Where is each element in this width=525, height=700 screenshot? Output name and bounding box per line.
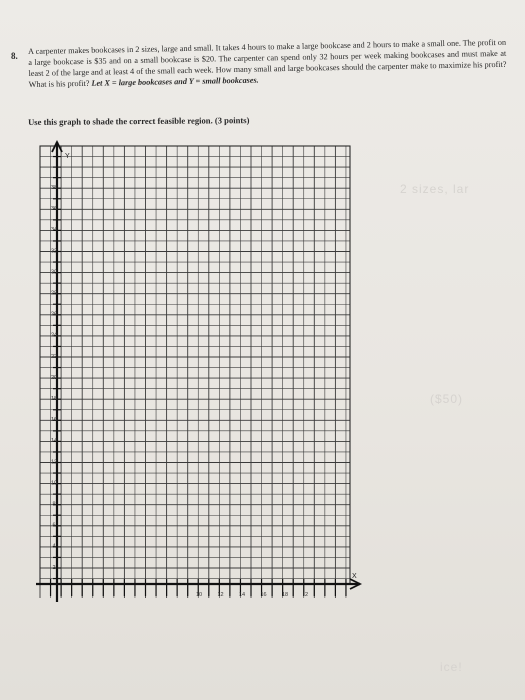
y-tick-label: 20 [50, 374, 58, 381]
x-tick-label: 10 [195, 592, 203, 598]
bleed-through-text-3: ice! [440, 660, 463, 674]
y-tick-label: 16 [50, 417, 58, 424]
let-prefix: Let X = [91, 78, 117, 88]
y-tick-label: 32 [50, 248, 58, 255]
x-axis-letter: X [352, 573, 357, 580]
y-tick-label: 12 [50, 459, 58, 466]
y-tick-label: 22 [50, 353, 58, 360]
y-tick-label: 30 [50, 269, 58, 276]
let-and: and Y = [174, 76, 201, 87]
y-tick-label: 38 [50, 185, 58, 191]
x-tick-label: 2 [304, 592, 309, 598]
x-tick-label: 14 [238, 592, 246, 598]
y-axis-letter: Y [65, 153, 70, 160]
x-tick-label: 16 [260, 592, 267, 598]
instruction-text: Use this graph to shade the correct feasible region. (3 points) [28, 115, 250, 127]
y-tick-label: 6 [52, 522, 56, 529]
grid-lines [40, 146, 350, 598]
y-tick-label: 8 [52, 501, 56, 508]
y-tick-label: 36 [50, 206, 58, 213]
x-tick-label: 12 [217, 592, 224, 598]
y-tick-label: 28 [50, 290, 58, 297]
let-x-definition: large bookcases [118, 77, 173, 88]
y-tick-label: 2 [52, 564, 56, 571]
bleed-through-text-1: 2 sizes, lar [400, 182, 470, 196]
question-number: 8. [11, 51, 18, 61]
y-tick-label: 26 [50, 311, 58, 318]
y-tick-label: 34 [50, 227, 58, 234]
y-tick-label: 14 [50, 438, 58, 445]
y-tick-label: 10 [50, 480, 58, 487]
x-tick-label: 18 [281, 592, 289, 598]
y-tick-label: 4 [52, 543, 56, 550]
problem-text: A carpenter makes bookcases in 2 sizes, large and small. It takes 4 hours to make a large bookcase and 2 hours to make a small one. The profit on a large bookcase is $35 and on a small bookcase is $20. The carpenter can spend only 32 hours per week making bookcases and must make at least 2 of the large and at least 4 of the small each week. How many small and large bookcases should the carpenter make to maximize his profit? What is his profit? [28, 37, 507, 89]
let-y-definition: small bookcases. [202, 75, 259, 86]
bleed-through-text-2: ($50) [430, 392, 464, 406]
y-tick-label: 24 [50, 332, 58, 339]
y-tick-label: 18 [50, 396, 58, 402]
